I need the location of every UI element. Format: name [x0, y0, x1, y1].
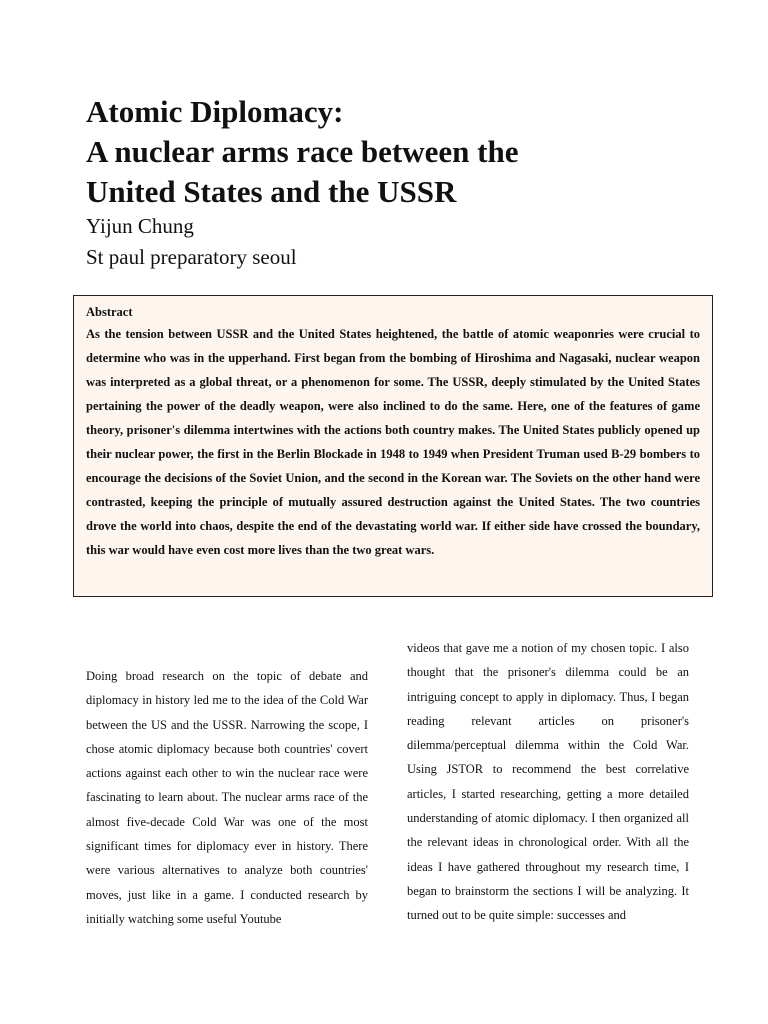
- abstract-text: As the tension between USSR and the United States heightened, the battle of atomic weaponries were crucial to determine who was in the upperhand. First began from the bombing of Hiroshima and Nagasaki, nuclear weapon was interpreted as a global threat, or a phenomenon for some. The USSR, deeply stimulated by the United States pertaining the power of the deadly weapon, were also inclined to do the same. Here, one of the features of game theory, prisoner's dilemma intertwines with the actions both country makes. The United States publicly opened up their nuclear power, the first in the Berlin Blockade in 1948 to 1949 when President Truman used B-29 bombers to encourage the decisions of the Soviet Union, and the second in the Korean war. The Soviets on the other hand were contrasted, keeping the principle of mutually assured destruction against the United States. The two countries drove the world into chaos, despite the end of the devastating world war. If either side have crossed the boundary, this war would have even cost more lives than the two great wars.: [86, 327, 700, 557]
- abstract-heading: Abstract: [86, 305, 133, 319]
- author-affiliation: St paul preparatory seoul: [86, 245, 297, 269]
- paper-title-line-3: United States and the USSR: [86, 174, 457, 209]
- paper-title: [86, 92, 706, 212]
- paper-title-line-2: A nuclear arms race between the: [86, 134, 519, 169]
- body-right-column: videos that gave me a notion of my chosen topic. I also thought that the prisoner's dilemma could be an intriguing concept to apply in diplomacy. Thus, I began reading relevant articles on prisoner's dilemma/perceptual dilemma within the Cold War. Using JSTOR to recommend the best correlative articles, I started researching, getting a more detailed understanding of atomic diplomacy. I then organized all the relevant ideas in chronological order. With all the ideas I have gathered throughout my research time, I began to brainstorm the sections I will be analyzing. It turned out to be quite simple: successes and: [407, 641, 689, 923]
- body-left-column: Doing broad research on the topic of debate and diplomacy in history led me to the idea of the Cold War between the US and the USSR. Narrowing the scope, I chose atomic diplomacy because both countries' covert actions against each other to win the nuclear race were fascinating to learn about. The nuclear arms race of the almost five-decade Cold War was one of the most significant times for diplomacy ever in history. There were various alternatives to analyze both countries' moves, just like in a game. I conducted research by initially watching some useful Youtube: [86, 669, 368, 926]
- paper-title-line-1: Atomic Diplomacy:: [86, 94, 344, 129]
- author-name: Yijun Chung: [86, 214, 194, 238]
- abstract-box: [73, 295, 713, 597]
